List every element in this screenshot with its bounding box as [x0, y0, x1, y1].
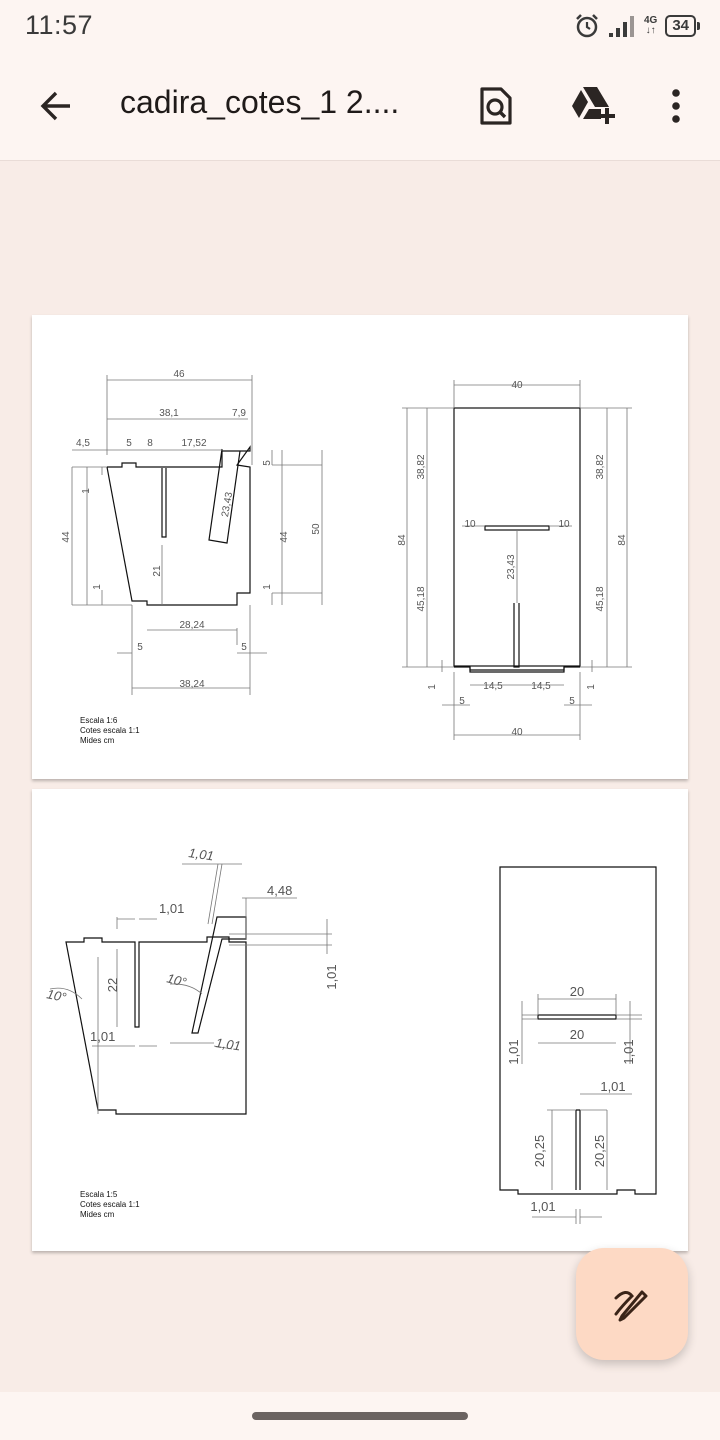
chair-side-outline	[107, 447, 250, 605]
dim-text: 4,48	[267, 883, 293, 898]
dim-text: 1,01	[600, 1079, 626, 1094]
dim-text: 5	[262, 460, 273, 466]
dim-text: 23,43	[506, 554, 517, 580]
back-arrow-icon	[38, 88, 74, 124]
document-page-2[interactable]	[32, 789, 688, 1251]
edit-fab-button[interactable]	[576, 1248, 688, 1360]
more-vert-icon	[670, 88, 682, 124]
dim-text: 1	[586, 684, 597, 690]
dim-text: 28,24	[179, 620, 205, 631]
dim-text: 20	[569, 1027, 585, 1042]
dim-text: 40	[511, 727, 523, 738]
dim-text: 14,5	[483, 681, 503, 692]
dim-text: 20,25	[532, 1134, 547, 1168]
side-detail-outline	[66, 917, 246, 1114]
dim-text: 84	[397, 534, 408, 546]
dim-text: 7,9	[232, 408, 246, 419]
dim-text: 45,18	[416, 586, 427, 612]
dim-text: 10	[464, 519, 476, 530]
dim-text: 5	[459, 696, 465, 707]
dim-text: 44	[279, 531, 290, 543]
legend-scale: Escala 1:5	[80, 1190, 118, 1199]
dim-text: 1,01	[530, 1199, 556, 1214]
dim-text: 46	[173, 369, 185, 380]
page-2-legend	[80, 1190, 140, 1219]
network-indicator	[644, 16, 657, 36]
dim-text: 5	[137, 642, 143, 653]
battery-tip	[697, 22, 700, 30]
signal-icon	[608, 14, 636, 38]
front-dimension-labels	[397, 380, 628, 738]
dim-text: 14,5	[531, 681, 551, 692]
dim-text: 23,43	[219, 491, 236, 518]
search-document-icon	[479, 86, 513, 126]
dim-text: 8	[147, 438, 153, 449]
status-icons	[574, 12, 700, 40]
data-arrows-icon: ↓↑	[645, 25, 656, 36]
dim-text: 38,1	[159, 408, 179, 419]
dim-text: 1	[92, 584, 103, 590]
document-title: cadira_cotes_1 2....	[120, 84, 400, 120]
technical-drawing-page-2	[32, 789, 688, 1251]
dim-text: 45,18	[595, 586, 606, 612]
dim-text: 10°	[165, 970, 189, 990]
system-navigation-bar	[0, 1392, 720, 1440]
dim-text: 5	[241, 642, 247, 653]
search-document-button[interactable]	[472, 80, 520, 132]
gesture-handle[interactable]	[252, 1412, 468, 1420]
dim-text: 1	[262, 584, 273, 590]
dim-text: 10	[558, 519, 570, 530]
add-to-drive-button[interactable]	[566, 80, 620, 130]
dim-text: 10°	[45, 986, 68, 1006]
status-bar	[0, 0, 720, 52]
battery-level: 34	[665, 15, 696, 37]
dim-text: 1	[81, 488, 92, 494]
dim-text: 20,25	[592, 1134, 607, 1168]
dim-text: 84	[617, 534, 628, 546]
back-button[interactable]	[32, 82, 80, 130]
dim-text: 1,01	[506, 1039, 521, 1065]
dim-text: 1	[427, 684, 438, 690]
technical-drawing-page-1	[32, 315, 688, 779]
status-time: 11:57	[25, 10, 94, 40]
side-detail-labels	[45, 845, 339, 1053]
dim-text: 38,82	[416, 454, 427, 480]
app-bar	[0, 52, 720, 161]
dim-text: 1,01	[90, 1029, 116, 1044]
battery-icon	[665, 15, 700, 37]
legend-dimension-scale: Cotes escala 1:1	[80, 726, 140, 735]
alarm-icon	[574, 13, 600, 39]
dim-text: 44	[61, 531, 72, 543]
dim-text: 38,24	[179, 679, 205, 690]
legend-units: Mides cm	[80, 736, 115, 745]
dim-text: 17,52	[181, 438, 207, 449]
dim-text: 22	[105, 977, 120, 993]
legend-dimension-scale: Cotes escala 1:1	[80, 1200, 140, 1209]
dim-text: 20	[569, 984, 585, 999]
legend-units: Mides cm	[80, 1210, 115, 1219]
side-detail-lines	[50, 864, 332, 1114]
side-dimension-labels	[61, 369, 322, 690]
more-options-button[interactable]	[656, 82, 696, 130]
drive-add-icon	[569, 84, 617, 126]
dim-text: 5	[126, 438, 132, 449]
dim-text: 5	[569, 696, 575, 707]
dim-text: 1,01	[159, 901, 185, 916]
legend-scale: Escala 1:6	[80, 716, 118, 725]
dim-text: 38,82	[595, 454, 606, 480]
document-page-1[interactable]	[32, 315, 688, 779]
dim-text: 40	[511, 380, 523, 391]
dim-text: 4,5	[76, 438, 90, 449]
network-label: 4G	[643, 15, 658, 26]
page-1-legend	[80, 716, 140, 745]
edit-pen-icon	[612, 1284, 652, 1324]
dim-text: 1,01	[324, 964, 339, 990]
dim-text: 1,01	[187, 845, 215, 864]
dim-text: 50	[311, 523, 322, 535]
dim-text: 1,01	[214, 1035, 242, 1054]
dim-text: 21	[152, 565, 163, 577]
dim-text: 1,01	[621, 1039, 636, 1065]
